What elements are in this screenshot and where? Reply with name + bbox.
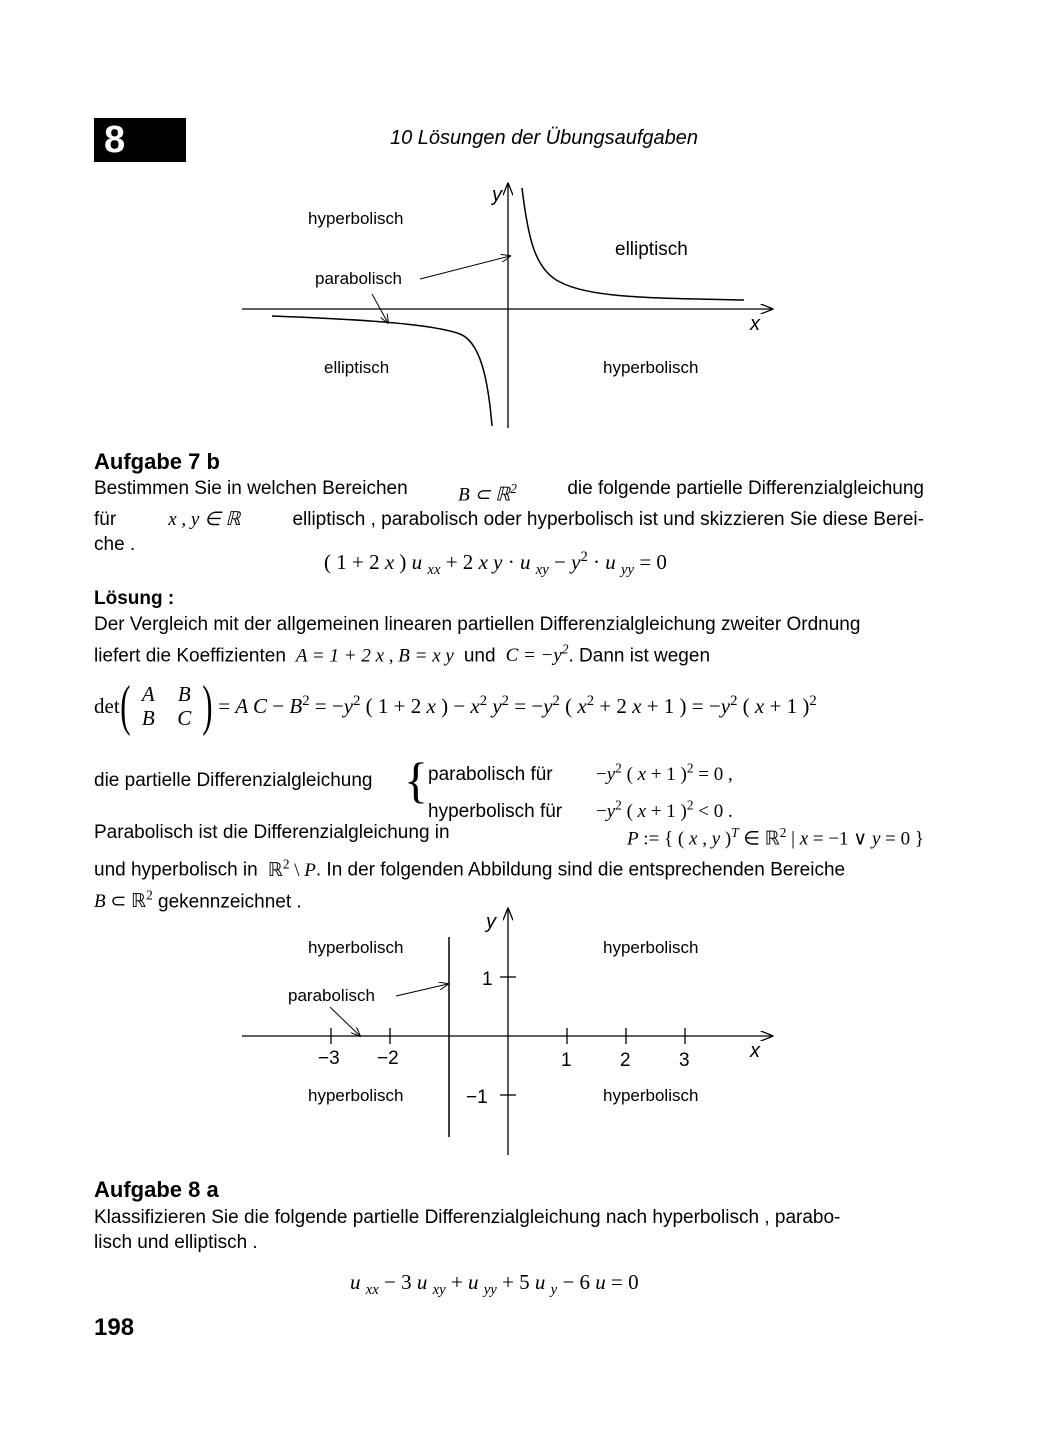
y-axis-label: y [486, 911, 496, 933]
para2-c: . In der folgenden Abbildung sind die entsprechenden Bereiche [315, 859, 846, 881]
task7b-line1a: Bestimmen Sie in welchen Bereichen [94, 478, 408, 499]
x-axis-label: x [750, 313, 760, 335]
label-elliptisch-left: elliptisch [324, 358, 390, 377]
math-coefficients: A = 1 + 2 x , B = x y [291, 645, 459, 667]
para2-b: und hyperbolisch in [94, 859, 258, 881]
task8a-title: Aufgabe 8 a [94, 1177, 219, 1202]
solution-text-2: Parabolisch ist die Differenzialgleichung in P := { ( x , y )$^T$ ∈ ℝ$^2$ | x = −1 ∨ y = 0 } und hyperbolisch in ℝ$^2$ \ P. In der folgenden Abbildung sind die entsprechenden Bereiche B ⊂ ℝ$^2$ gekennzeichnet . [94, 822, 924, 912]
ytick-label: −1 [466, 1087, 488, 1108]
task7b-line3: che . [94, 534, 136, 556]
xtick-label: −2 [377, 1048, 399, 1069]
task8a-line2: lisch und elliptisch . [94, 1232, 258, 1253]
label-hyp-bottom-left: hyperbolisch [308, 1086, 404, 1105]
solution-title: Lösung : [94, 588, 175, 609]
figure-1 [230, 178, 790, 434]
task7b-line1b: die folgende partielle Differenzialgleichung [567, 478, 924, 499]
para2-a: Parabolisch ist die Differenzialgleichung in [94, 822, 450, 843]
arrow-parabolisch-1 [420, 256, 510, 279]
arrow-parabolisch-1 [396, 984, 448, 996]
x-axis-label: x [750, 1040, 760, 1062]
label-hyperbolisch-bottom: hyperbolisch [603, 358, 699, 377]
case-lines: parabolisch für $-y^2$ ( x + 1 )$^2$ = 0 , hyperbolisch für $-y^2$ ( x + 1 )$^2$ < 0 . [428, 754, 733, 827]
solution-text-1: Der Vergleich mit der allgemeinen linearen partiellen Differenzialgleichung zweiter Ordnung liefert die Koeffizienten A = 1 + 2 x , B = x y und $C = -y^2$. Dann ist wegen [94, 612, 924, 668]
case-brace: { [404, 752, 428, 808]
label-parabolisch: parabolisch [315, 269, 402, 288]
task8a-text [94, 1205, 924, 1255]
determinant-equation: det ( A B B C ) = A $C - B^2 = -y^2$ ( 1 + 2 x ) − $x^2$ $y^2 = -y^2$ ( $x^2 + 2$ x + 1 ) = $-y^2$ ( x + 1 )$^2$ [94, 675, 817, 737]
figure-2 [230, 905, 790, 1160]
xtick-label: 3 [679, 1050, 690, 1071]
math-B-subset-R2: B ⊂ ℝ$^2$ [458, 481, 517, 506]
arrow-parabolisch-2 [330, 1007, 360, 1036]
task7b-line2b: elliptisch , parabolisch oder hyperbolisch ist und skizzieren Sie diese Berei- [292, 509, 924, 531]
xtick-label: −3 [318, 1048, 340, 1069]
xtick-label: 1 [561, 1050, 572, 1071]
chapter-number: 8 [104, 119, 126, 161]
solution-line2c: . Dann ist wegen [568, 645, 711, 667]
running-title: 10 Lösungen der Übungsaufgaben [390, 127, 699, 149]
page-number: 198 [94, 1314, 135, 1341]
task7b-line2a: für [94, 509, 117, 531]
math-xy-in-R: x , y ∈ ℝ [168, 509, 241, 531]
case-intro: die partielle Differenzialgleichung [94, 770, 373, 791]
y-axis-label: y [492, 184, 502, 206]
label-hyp-bottom-right: hyperbolisch [603, 1086, 699, 1105]
case2-label: hyperbolisch für [428, 800, 563, 822]
label-elliptisch-right: elliptisch [615, 239, 688, 260]
label-hyperbolisch-top: hyperbolisch [308, 209, 404, 228]
xtick-label: 2 [620, 1050, 631, 1071]
ytick-label: 1 [482, 969, 493, 990]
para2-d: gekennzeichnet . [158, 890, 302, 912]
case1-label: parabolisch für [428, 764, 553, 786]
solution-line2b: und [463, 645, 496, 667]
solution-line1: Der Vergleich mit der allgemeinen linearen partiellen Differenzialgleichung zweiter Ordnung [94, 614, 861, 635]
label-parabolisch: parabolisch [288, 986, 375, 1005]
label-hyp-top-left: hyperbolisch [308, 938, 404, 957]
solution-line2a: liefert die Koeffizienten [94, 645, 286, 667]
task8a-equation: u $_{xx}$ − 3 u $_{xy}$ + u $_{yy}$ + 5 u $_y$ − 6 u = 0 [350, 1270, 639, 1299]
task7b-title: Aufgabe 7 b [94, 449, 220, 474]
task8a-line1: Klassifizieren Sie die folgende partielle Differenzialgleichung nach hyperbolisch , parabo- [94, 1207, 841, 1228]
task7b-equation: ( 1 + 2 x ) u $_{xx}$ + 2 x y · u $_{xy} - y^2 \cdot u$ $_{yy}$ = 0 [324, 549, 667, 579]
label-hyp-top-right: hyperbolisch [603, 938, 699, 957]
task7b-text [94, 476, 924, 557]
